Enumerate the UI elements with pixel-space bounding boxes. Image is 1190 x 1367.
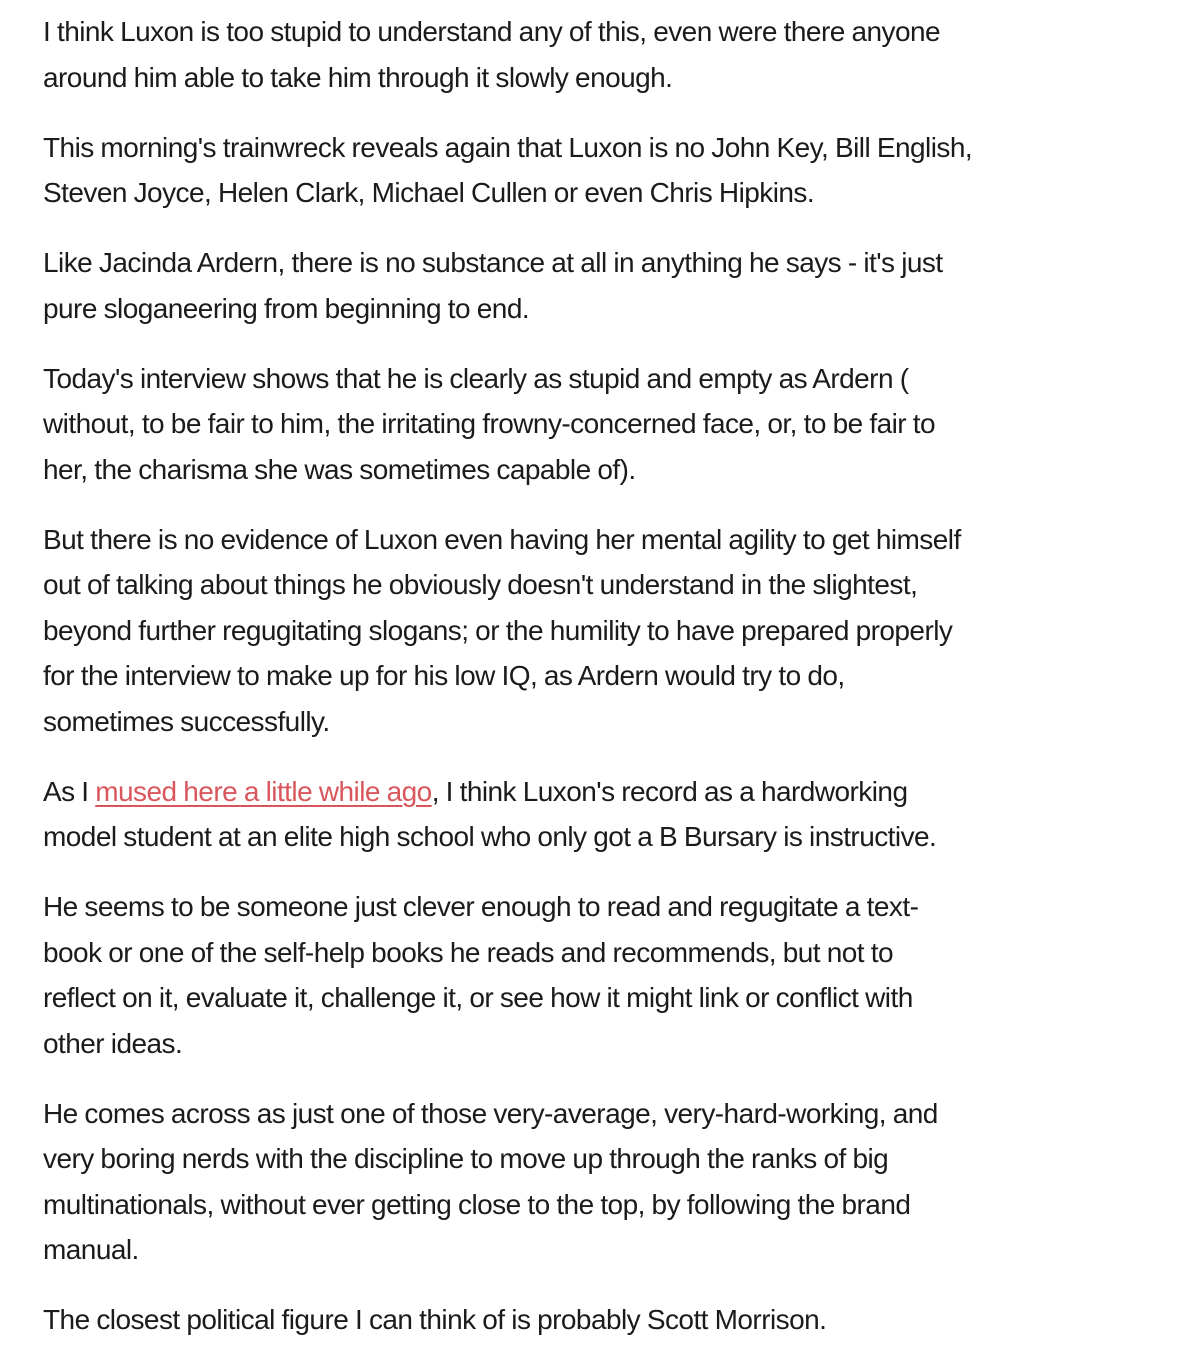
text-line: But there is no evidence of Luxon even having her mental agility to get himself: [43, 523, 961, 555]
paragraph-5: [43, 517, 1163, 745]
text-line: around him able to take him through it slowly enough.: [43, 61, 673, 93]
text-segment: , I think Luxon's record as a hardworking: [431, 775, 908, 807]
text-line: manual.: [43, 1234, 139, 1265]
text-line: Like Jacinda Ardern, there is no substance at all in anything he says - it's just: [43, 247, 943, 278]
text-line: beyond further regugitating slogans; or the humility to have prepared properly: [43, 614, 953, 646]
text-line: model student at an elite high school who only got a B Bursary is instructive.: [43, 821, 937, 852]
paragraph-3: [43, 240, 1163, 331]
text-segment: As I: [43, 775, 96, 807]
text-line: for the interview to make up for his low IQ, as Ardern would try to do,: [43, 660, 845, 691]
text-line: very boring nerds with the discipline to move up through the ranks of big: [43, 1143, 889, 1174]
paragraph-1: [43, 9, 1163, 100]
text-line: book or one of the self-help books he reads and recommends, but not to: [43, 936, 894, 968]
text-line: I think Luxon is too stupid to understand any of this, even were there anyone: [43, 16, 941, 47]
mused-here-link[interactable]: mused here a little while ago: [95, 775, 432, 807]
text-line: reflect on it, evaluate it, challenge it, or see how it might link or conflict with: [43, 982, 913, 1013]
text-line: He comes across as just one of those very-average, very-hard-working, and: [43, 1097, 938, 1129]
text-line: This morning's trainwreck reveals again that Luxon is no John Key, Bill English,: [43, 131, 973, 163]
text-line: pure sloganeering from beginning to end.: [43, 292, 530, 324]
paragraph-7: [43, 884, 1163, 1066]
paragraph-2: [43, 125, 1163, 216]
paragraph-9: [43, 1297, 1163, 1343]
text-line-with-link: [43, 769, 1163, 815]
text-line: He seems to be someone just clever enough to read and regugitate a text-: [43, 891, 919, 922]
text-line: without, to be fair to him, the irritating frowny-concerned face, or, to be fair to: [43, 408, 936, 439]
paragraph-6: [43, 769, 1163, 860]
article-body: [43, 9, 1163, 1367]
text-line: The closest political figure I can think of is probably Scott Morrison.: [43, 1304, 827, 1335]
text-line: Today's interview shows that he is clearly as stupid and empty as Ardern (: [43, 362, 909, 394]
text-line: Steven Joyce, Helen Clark, Michael Cullen or even Chris Hipkins.: [43, 177, 815, 208]
text-line: multinationals, without ever getting close to the top, by following the brand: [43, 1188, 911, 1220]
paragraph-8: [43, 1091, 1163, 1273]
paragraph-4: [43, 356, 1163, 493]
text-line: other ideas.: [43, 1027, 183, 1059]
text-line: out of talking about things he obviously doesn't understand in the slightest,: [43, 569, 918, 600]
text-line: sometimes successfully.: [43, 705, 330, 737]
text-line: her, the charisma she was sometimes capable of).: [43, 453, 636, 485]
